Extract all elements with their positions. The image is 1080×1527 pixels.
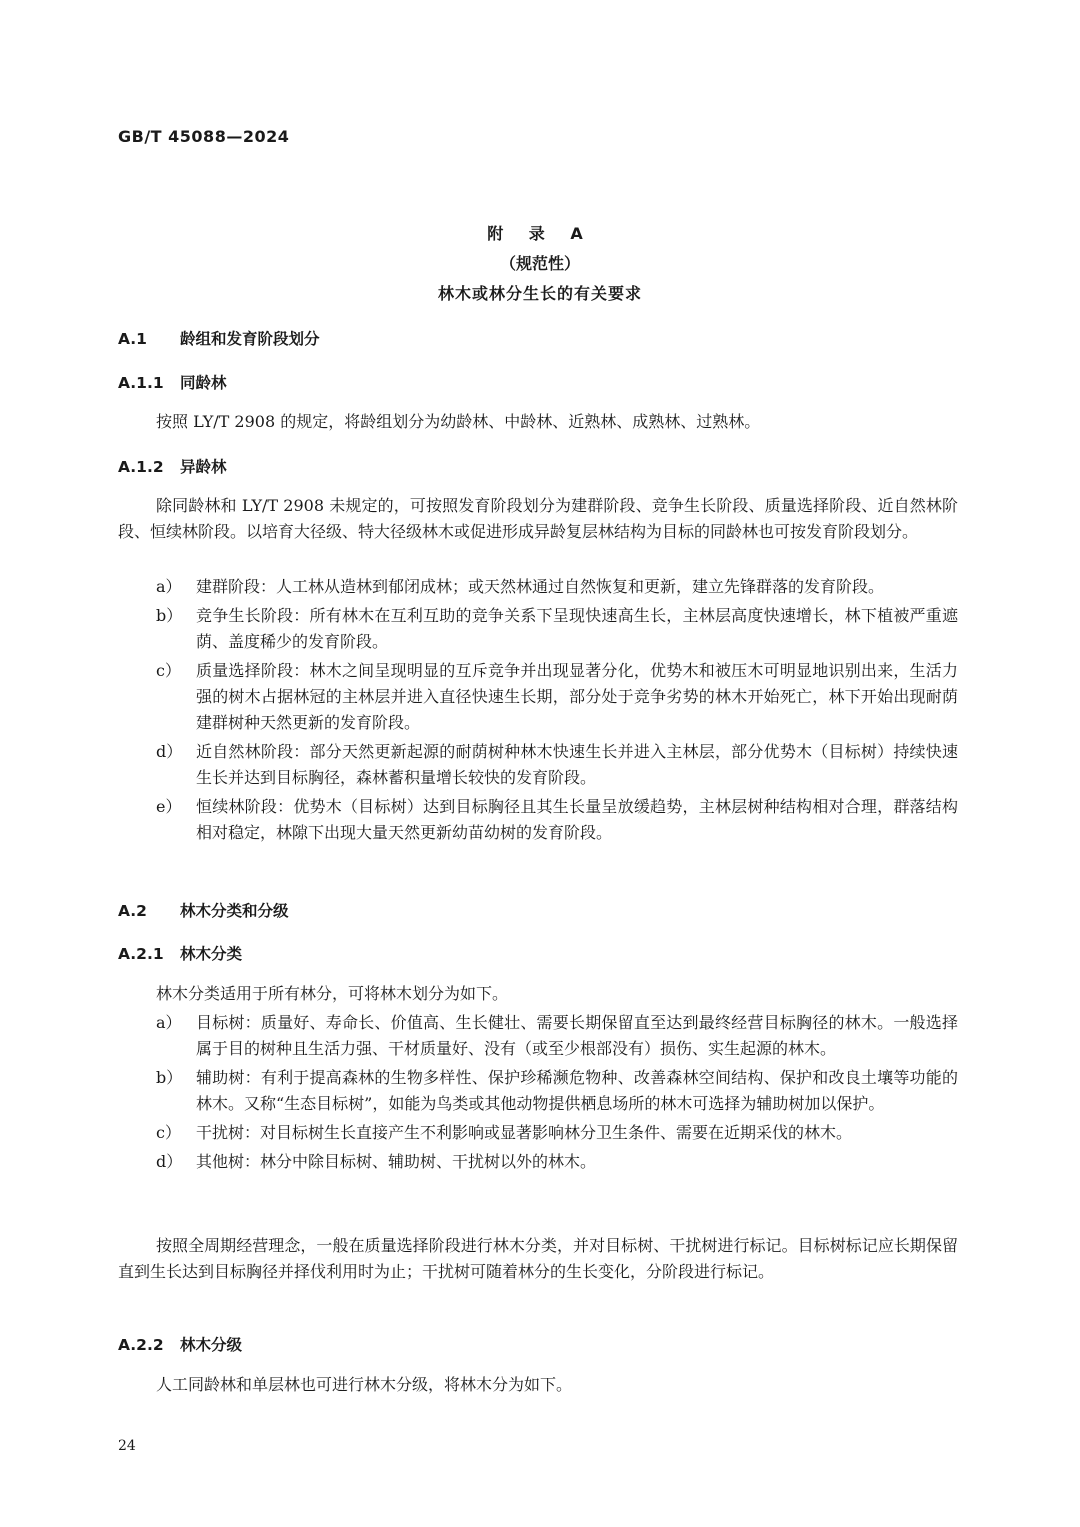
section-title: 同龄林 [180,374,227,392]
list-marker: c） [156,661,181,680]
standard-code: GB/T 45088—2024 [118,127,290,146]
list-marker: d） [156,742,183,761]
list-marker: e） [156,797,182,816]
list-item [156,1065,958,1117]
list-marker: c） [156,1123,181,1142]
list-item-text: 近自然林阶段：部分天然更新起源的耐荫树种林木快速生长并进入主林层，部分优势木（目标树）持续快速生长并达到目标胸径，森林蓄积量增长较快的发育阶段。 [196,742,958,787]
section-title: 林木分类 [180,945,243,963]
section-a1-1-heading [118,371,227,393]
list-item [156,1149,958,1175]
list-item [156,574,958,600]
section-number: A.2 [118,902,147,920]
list-marker: b） [156,606,183,625]
section-title: 龄组和发育阶段划分 [180,330,320,348]
list-item [156,1010,958,1062]
list-marker: d） [156,1152,183,1171]
section-number: A.1 [118,330,147,348]
list-item [156,1120,958,1146]
section-a2-1-intro: 林木分类适用于所有林分，可将林木划分为如下。 [156,984,509,1003]
section-a2-1-heading [118,942,242,964]
list-item-text: 干扰树：对目标树生长直接产生不利影响或显著影响林分卫生条件、需要在近期采伐的林木。 [196,1123,853,1142]
list-item-text: 竞争生长阶段：所有林木在互利互助的竞争关系下呈现快速高生长，主林层高度快速增长，林下植被严重遮荫、盖度稀少的发育阶段。 [196,606,958,651]
list-item-text: 恒续林阶段：优势木（目标树）达到目标胸径且其生长量呈放缓趋势，主林层树种结构相对合理，群落结构相对稳定，林隙下出现大量天然更新幼苗幼树的发育阶段。 [196,797,958,842]
list-item-text: 辅助树：有利于提高森林的生物多样性、保护珍稀濒危物种、改善森林空间结构、保护和改良土壤等功能的林木。又称“生态目标树”，如能为鸟类或其他动物提供栖息场所的林木可选择为辅助树加以保护。 [196,1068,958,1113]
list-item-text: 目标树：质量好、寿命长、价值高、生长健壮、需要长期保留直至达到最终经营目标胸径的林木。一般选择属于目的树种且生活力强、干材质量好、没有（或至少根部没有）损伤、实生起源的林木。 [196,1013,958,1058]
section-a2-2-body: 人工同龄林和单层林也可进行林木分级，将林木分为如下。 [156,1375,573,1394]
page-number: 24 [118,1438,136,1454]
list-item [156,794,958,846]
list-item [156,739,958,791]
section-a2-2-heading [118,1333,242,1355]
section-number: A.1.1 [118,374,164,392]
section-number: A.2.1 [118,945,164,963]
section-a2-1-closing: 按照全周期经营理念，一般在质量选择阶段进行林木分类，并对目标树、干扰树进行标记。目标树标记应长期保留直到生长达到目标胸径并择伐利用时为止；干扰树可随着林分的生长变化，分阶段进行标记。 [118,1236,958,1281]
tree-classification-list [156,1010,958,1178]
list-marker: a） [156,577,182,596]
annex-subject: 林木或林分生长的有关要求 [437,284,642,303]
section-a2-heading [118,899,289,921]
annex-title: 附 录 A [487,224,593,243]
list-item-text: 质量选择阶段：林木之间呈现明显的互斥竞争并出现显著分化，优势木和被压木可明显地识别出来，生活力强的树木占据林冠的主林层并进入直径快速生长期，部分处于竞争劣势的林木开始死亡，林下开始出现耐荫建群树种天然更新的发育阶段。 [196,661,958,732]
section-title: 异龄林 [180,458,227,476]
list-item [156,603,958,655]
section-a1-heading [118,327,320,349]
section-title: 林木分类和分级 [180,902,289,920]
section-a1-2-intro: 除同龄林和 LY/T 2908 未规定的，可按照发育阶段划分为建群阶段、竞争生长阶段、质量选择阶段、近自然林阶段、恒续林阶段。以培育大径级、特大径级林木或促进形成异龄复层林结构为目标的同龄林也可按发育阶段划分。 [118,496,958,541]
list-item [156,658,958,736]
section-number: A.2.2 [118,1336,164,1354]
list-marker: a） [156,1013,182,1032]
section-a1-1-body: 按照 LY/T 2908 的规定，将龄组划分为幼龄林、中龄林、近熟林、成熟林、过熟林。 [156,412,761,431]
list-marker: b） [156,1068,183,1087]
annex-nature: （规范性） [499,254,580,273]
section-number: A.1.2 [118,458,164,476]
list-item-text: 建群阶段：人工林从造林到郁闭成林；或天然林通过自然恢复和更新，建立先锋群落的发育阶段。 [196,577,885,596]
development-stage-list [156,574,958,849]
section-title: 林木分级 [180,1336,243,1354]
section-a1-2-heading [118,455,227,477]
list-item-text: 其他树：林分中除目标树、辅助树、干扰树以外的林木。 [196,1152,597,1171]
